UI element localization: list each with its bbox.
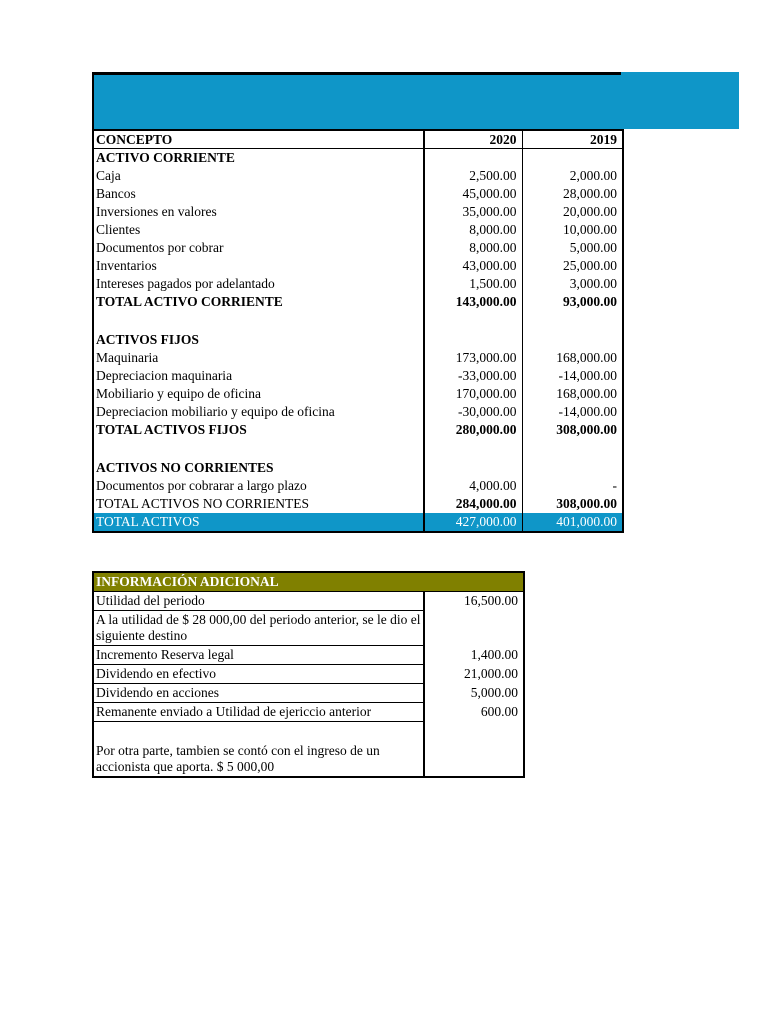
value-2020: 4,000.00	[424, 477, 522, 495]
spacer-cell	[93, 439, 424, 459]
total-2020: 284,000.00	[424, 495, 522, 513]
spacer-cell	[424, 439, 522, 459]
info-row	[93, 665, 524, 684]
value-2020: 43,000.00	[424, 257, 522, 275]
row-label: Depreciacion maquinaria	[96, 368, 233, 383]
info-value	[424, 611, 524, 646]
row-label: Caja	[96, 168, 121, 183]
row-label: Inventarios	[96, 258, 157, 273]
info-note: Por otra parte, tambien se contó con el ingreso de un accionista que aporta. $ 5 000,00	[96, 743, 380, 774]
total-label: TOTAL ACTIVO CORRIENTE	[96, 294, 283, 309]
total-2020: 280,000.00	[424, 421, 522, 439]
table-row	[93, 385, 623, 403]
value-2019: 168,000.00	[556, 350, 617, 365]
info-value: 16,500.00	[424, 592, 524, 611]
table-row	[93, 349, 623, 367]
table-row	[93, 239, 623, 257]
total-activos-2019: 401,000.00	[522, 513, 623, 532]
row-label: Documentos por cobrar	[96, 240, 224, 255]
table-row	[93, 203, 623, 221]
spacer-cell	[522, 311, 623, 331]
table-row	[93, 477, 623, 495]
info-value: 21,000.00	[424, 665, 524, 684]
value-2020: 8,000.00	[424, 221, 522, 239]
value-2020: 1,500.00	[424, 275, 522, 293]
total-2020: 143,000.00	[424, 293, 522, 311]
table-row	[93, 257, 623, 275]
value-2019: 25,000.00	[563, 258, 617, 273]
info-label: Dividendo en efectivo	[93, 665, 424, 684]
empty-cell	[522, 459, 623, 477]
spacer-cell	[424, 311, 522, 331]
info-row	[93, 611, 524, 646]
total-activos-label: TOTAL ACTIVOS	[93, 513, 424, 532]
section-title: ACTIVOS NO CORRIENTES	[96, 460, 274, 475]
table-header-row	[93, 130, 623, 149]
spacer-cell	[93, 311, 424, 331]
value-2020: 2,500.00	[424, 167, 522, 185]
value-2019: -14,000.00	[558, 368, 617, 383]
value-2019: -14,000.00	[558, 404, 617, 419]
value-2020: -30,000.00	[424, 403, 522, 421]
section-title-row	[93, 459, 623, 477]
total-row	[93, 293, 623, 311]
empty-cell	[522, 149, 623, 168]
info-label: Remanente enviado a Utilidad de ejericcio anterior	[93, 703, 424, 722]
empty-cell	[424, 331, 522, 349]
value-2020: 173,000.00	[424, 349, 522, 367]
value-2020: 35,000.00	[424, 203, 522, 221]
info-value: 5,000.00	[424, 684, 524, 703]
value-2019: 168,000.00	[556, 386, 617, 401]
spacer-row	[93, 311, 623, 331]
row-label: Intereses pagados por adelantado	[96, 276, 275, 291]
empty-cell	[424, 459, 522, 477]
row-label: Documentos por cobrarar a largo plazo	[96, 478, 307, 493]
value-2019: 28,000.00	[563, 186, 617, 201]
table-row	[93, 403, 623, 421]
column-header-2019: 2019	[522, 130, 623, 149]
row-label: Bancos	[96, 186, 136, 201]
spacer-cell	[424, 722, 524, 743]
value-2020: 8,000.00	[424, 239, 522, 257]
value-2019: 20,000.00	[563, 204, 617, 219]
info-row	[93, 592, 524, 611]
info-title: INFORMACIÓN ADICIONAL	[93, 572, 524, 592]
column-header-2020: 2020	[424, 130, 522, 149]
total-activos-2020: 427,000.00	[424, 513, 522, 532]
info-row	[93, 703, 524, 722]
section-title-row	[93, 149, 623, 168]
spacer-row	[93, 722, 524, 743]
total-2019: 308,000.00	[556, 422, 617, 437]
table-row	[93, 167, 623, 185]
spacer-row	[93, 439, 623, 459]
row-label: Inversiones en valores	[96, 204, 217, 219]
value-2020: 170,000.00	[424, 385, 522, 403]
info-header-row	[93, 572, 524, 592]
info-label: Utilidad del periodo	[93, 592, 424, 611]
empty-cell	[424, 742, 524, 777]
column-header-concepto: CONCEPTO	[93, 130, 424, 149]
row-label: Clientes	[96, 222, 141, 237]
spacer-cell	[93, 722, 424, 743]
additional-info-table	[92, 571, 525, 778]
header-border-left	[92, 72, 94, 129]
info-row	[93, 646, 524, 665]
section-title: ACTIVO CORRIENTE	[96, 150, 235, 165]
value-2019: 2,000.00	[569, 168, 617, 183]
total-2019: 93,000.00	[563, 294, 617, 309]
row-label: Mobiliario y equipo de oficina	[96, 386, 261, 401]
row-label: Maquinaria	[96, 350, 159, 365]
total-2019: 308,000.00	[556, 496, 617, 511]
info-value: 600.00	[424, 703, 524, 722]
section-title: ACTIVOS FIJOS	[96, 332, 199, 347]
value-2020: -33,000.00	[424, 367, 522, 385]
row-label: Depreciacion mobiliario y equipo de oficina	[96, 404, 335, 419]
empty-cell	[424, 149, 522, 168]
balance-sheet-table	[92, 129, 624, 533]
header-border	[92, 72, 621, 75]
value-2019: 5,000.00	[569, 240, 617, 255]
info-label: Dividendo en acciones	[93, 684, 424, 703]
value-2020: 45,000.00	[424, 185, 522, 203]
header-band	[92, 72, 739, 129]
table-row	[93, 367, 623, 385]
info-label: Incremento Reserva legal	[93, 646, 424, 665]
total-label: TOTAL ACTIVOS NO CORRIENTES	[96, 496, 310, 511]
total-row	[93, 495, 623, 513]
value-2019: -	[612, 478, 617, 493]
table-row	[93, 221, 623, 239]
info-note-row	[93, 742, 524, 777]
table-row	[93, 275, 623, 293]
total-label: TOTAL ACTIVOS FIJOS	[96, 422, 247, 437]
info-value: 1,400.00	[424, 646, 524, 665]
total-activos-row	[93, 513, 623, 532]
info-row	[93, 684, 524, 703]
empty-cell	[522, 331, 623, 349]
info-label: A la utilidad de $ 28 000,00 del periodo anterior, se le dio el siguiente destino	[93, 611, 424, 646]
value-2019: 3,000.00	[569, 276, 617, 291]
value-2019: 10,000.00	[563, 222, 617, 237]
spacer-cell	[522, 439, 623, 459]
table-row	[93, 185, 623, 203]
section-title-row	[93, 331, 623, 349]
total-row	[93, 421, 623, 439]
